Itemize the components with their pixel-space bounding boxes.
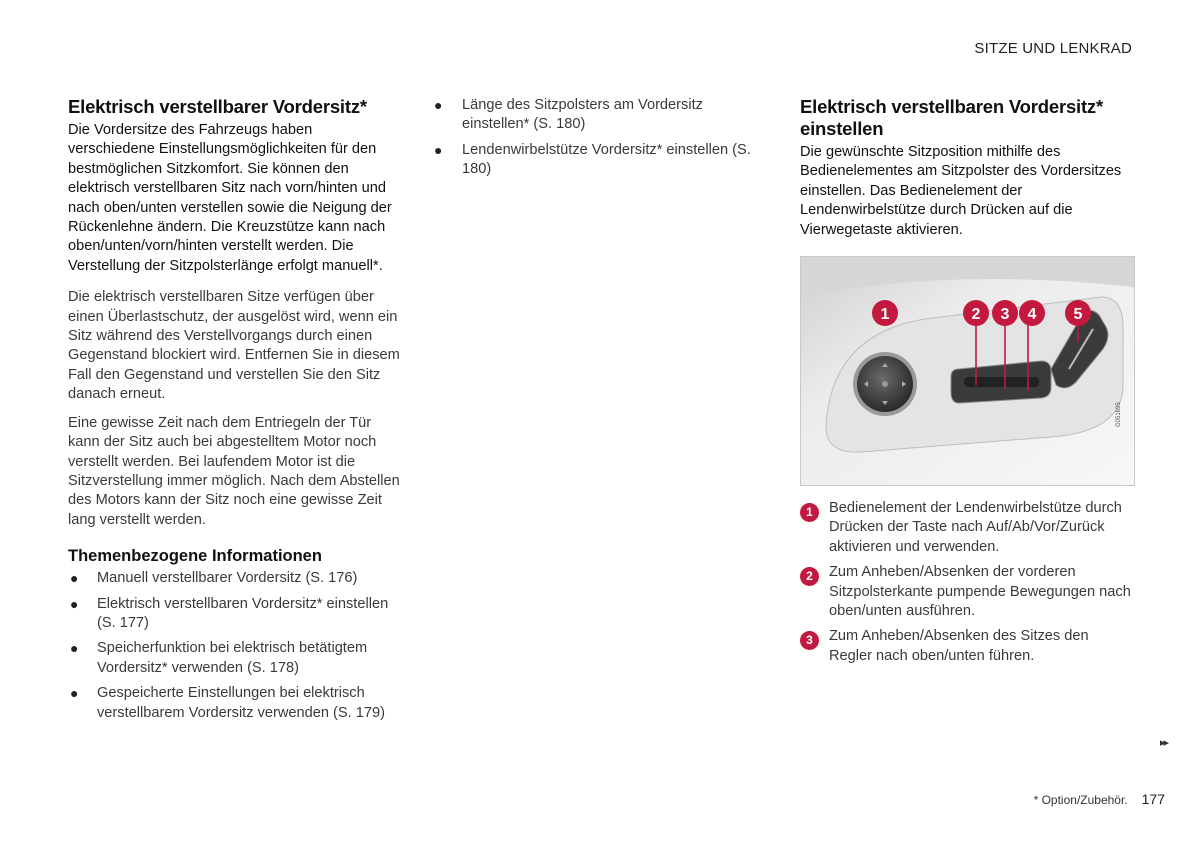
bullet-icon: ●: [434, 141, 443, 158]
related-link[interactable]: ● Manuell verstellbarer Vordersitz (S. 176): [68, 569, 403, 588]
related-link[interactable]: ● Speicherfunktion bei elektrisch betätigtem Vordersitz* verwenden (S. 178): [70, 640, 368, 676]
column-left: [68, 96, 403, 729]
related-link[interactable]: ● Gespeicherte Einstellungen bei elektrisch verstellbarem Vordersitz verwenden (S. 179): [70, 685, 385, 721]
bullet-icon: ●: [70, 570, 79, 587]
related-link[interactable]: ● Lendenwirbelstütze Vordersitz* einstellen (S. 180): [434, 141, 751, 178]
marker-5: [1065, 300, 1091, 326]
related-title: Themenbezogene Informationen: [68, 547, 322, 566]
callout-item: 3 Zum Anheben/Absenken des Sitzes den Regler nach oben/unten führen.: [800, 627, 1135, 666]
section-title: Elektrisch verstellbarer Vordersitz*: [68, 96, 367, 117]
callout-number: 3: [800, 631, 819, 650]
engine-paragraph: Eine gewisse Zeit nach dem Entriegeln der Tür kann der Sitz auch bei abgestelltem Motor noch verstellt werden. Bei laufendem Motor ist die Sitzverstellung immer möglich. Nach dem Abstellen des Motors kann der Sitz noch eine gewisse Zeit lang verstellt werden.: [68, 414, 400, 528]
related-link[interactable]: ● Elektrisch verstellbaren Vordersitz* einstellen (S. 177): [70, 595, 389, 631]
continue-arrows-icon: ▸▸: [1159, 737, 1167, 749]
bullet-icon: ●: [70, 685, 79, 702]
callout-item: 1 Bedienelement der Lendenwirbelstütze durch Drücken der Taste nach Auf/Ab/Vor/Zurück aktivieren und verwenden.: [800, 499, 1135, 557]
svg-text:1: 1: [880, 306, 890, 324]
related-list-continued: [433, 96, 773, 180]
overload-paragraph: Die elektrisch verstellbaren Sitze verfügen über einen Überlastschutz, der ausgelöst wird, wenn ein Sitz während des Verstellvorgangs durch einen Gegenstand blockiert wird. Entfernen Sie in diesem Fall den Gegenstand und verstellen Sie den Sitz danach erneut.: [68, 289, 400, 403]
callout-number: 1: [800, 503, 819, 522]
page-footer: [1034, 791, 1165, 807]
section-title-adjust: Elektrisch verstellbaren Vordersitz* einstellen: [800, 96, 1103, 139]
intro-paragraph: Die Vordersitze des Fahrzeugs haben verschiedene Einstellungsmöglichkeiten für den bestmöglichen Sitzkomfort. Sie können den elektrisch verstellbaren Sitz nach vorn/hinten und nach oben/unten verstellen sowie die Neigung der Rückenlehne ändern. Die Kreuzstütze kann nach oben/unten/vorn/hinten verstellt werden. Die Verstellung der Sitzpolsterlänge erfolgt manuell*.: [68, 122, 392, 274]
svg-text:3: 3: [1000, 306, 1010, 324]
footnote: * Option/Zubehör.: [1033, 793, 1128, 807]
related-list: [68, 569, 403, 723]
column-right: [800, 96, 1135, 672]
page-number: 177: [1141, 791, 1165, 807]
related-link[interactable]: ● Länge des Sitzpolsters am Vordersitz einstellen* (S. 180): [434, 97, 703, 133]
marker-3: [992, 300, 1018, 326]
marker-4: [1019, 300, 1045, 326]
seat-controls-drawing: [801, 257, 1134, 485]
bullet-icon: ●: [434, 97, 443, 113]
seat-controls-illustration: [800, 256, 1135, 486]
callout-number: 2: [800, 567, 819, 586]
column-middle: [433, 96, 773, 186]
marker-2: [963, 300, 989, 326]
bullet-icon: ●: [70, 595, 79, 612]
adjust-intro: Die gewünschte Sitzposition mithilfe des Bedienelementes am Sitzpolster des Vordersitzes einstellen. Das Bedienelement der Lendenwirbelstütze durch Drücken auf die Vierwegetaste aktivieren.: [800, 144, 1122, 238]
svg-text:4: 4: [1027, 306, 1037, 324]
marker-1: [872, 300, 898, 326]
callout-list: [800, 499, 1135, 666]
callout-item: 2 Zum Anheben/Absenken der vorderen Sitzpolsterkante pumpende Bewegungen nach oben/unten ausführen.: [800, 563, 1135, 621]
svg-text:5: 5: [1073, 306, 1083, 324]
figure-code: G051695: [1116, 402, 1122, 428]
svg-text:2: 2: [971, 306, 981, 324]
bullet-icon: ●: [70, 640, 79, 657]
section-header: SITZE UND LENKRAD: [974, 40, 1132, 57]
